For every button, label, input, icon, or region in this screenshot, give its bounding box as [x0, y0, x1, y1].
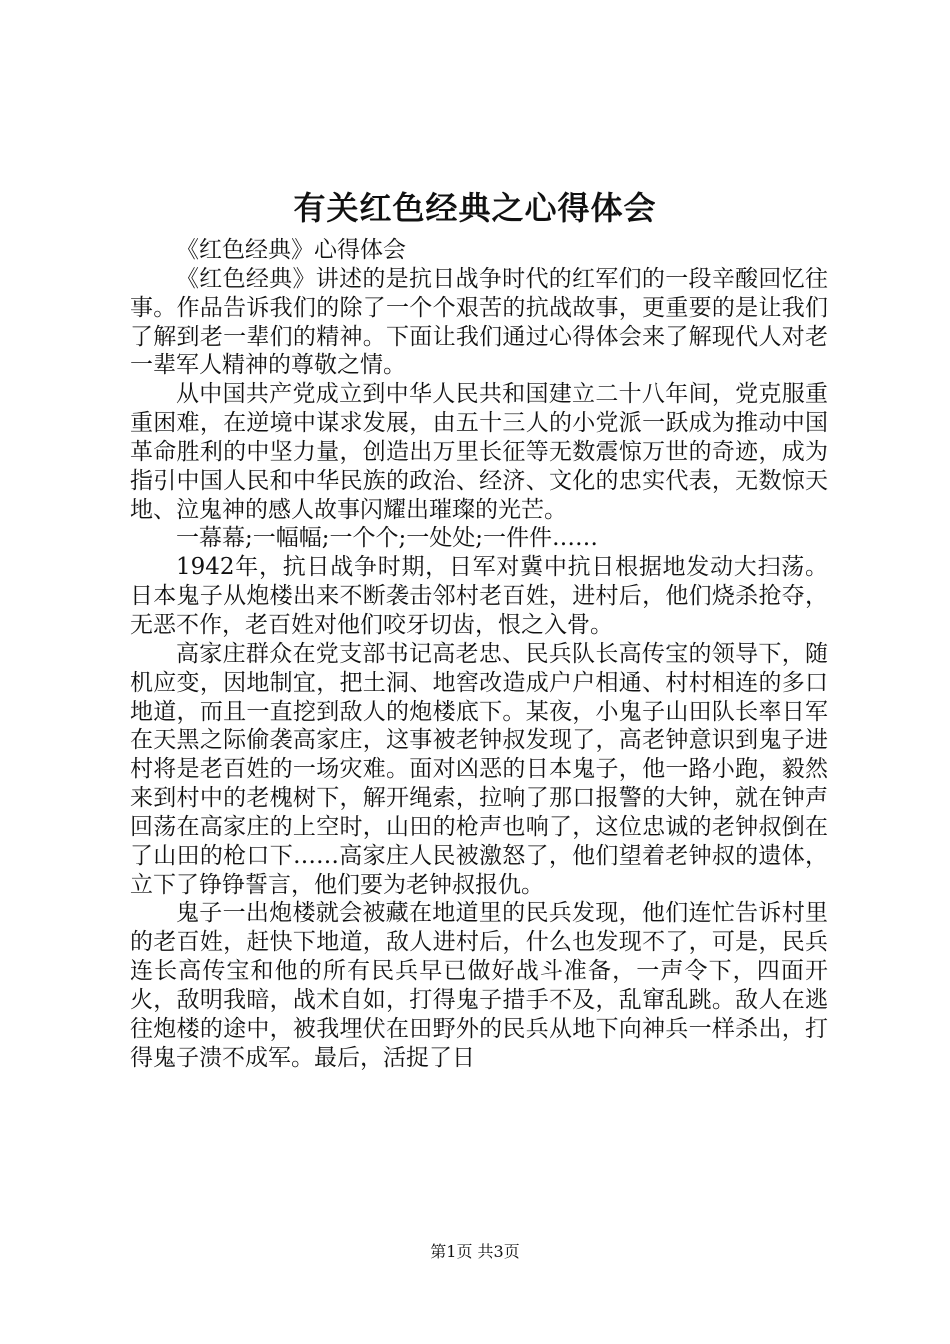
paragraph: 《红色经典》讲述的是抗日战争时代的红军们的一段辛酸回忆往事。作品告诉我们的除了一个个艰苦的抗战故事，更重要的是让我们了解到老一辈们的精神。下面让我们通过心得体会来了解现代人对老一辈军人精神的尊敬之情。 [130, 265, 828, 379]
paragraph: 一幕幕;一幅幅;一个个;一处处;一件件…… [176, 525, 598, 552]
paragraph: 高家庄群众在党支部书记高老忠、民兵队长高传宝的领导下，随机应变，因地制宜，把土洞、地窖改造成户户相通、村村相连的多口地道，而且一直挖到敌人的炮楼底下。某夜，小鬼子山田队长率日军在天黑之际偷袭高家庄，这事被老钟叔发现了，高老钟意识到鬼子进村将是老百姓的一场灾难。面对凶恶的日本鬼子，他一路小跑，毅然来到村中的老槐树下，解开绳索，拉响了那口报警的大钟，就在钟声回荡在高家庄的上空时，山田的枪声也响了，这位忠诚的老钟叔倒在了山田的枪口下……高家庄人民被激怒了，他们望着老钟叔的遗体，立下了铮铮誓言，他们要为老钟叔报仇。 [130, 640, 828, 898]
paragraph-subtitle: 《红色经典》心得体会 [176, 237, 406, 263]
paragraph: 1942年，抗日战争时期，日军对冀中抗日根据地发动大扫荡。日本鬼子从炮楼出来不断袭击邻村老百姓，进村后，他们烧杀抢夺，无恶不作，老百姓对他们咬牙切齿，恨之入骨。 [130, 554, 828, 638]
page-number-footer: 第1页 共3页 [430, 1242, 520, 1261]
paragraph: 鬼子一出炮楼就会被藏在地道里的民兵发现，他们连忙告诉村里的老百姓，赶快下地道，敌人进村后，什么也发现不了，可是，民兵连长高传宝和他的所有民兵早已做好战斗准备，一声令下，四面开火，敌明我暗，战术自如，打得鬼子措手不及，乱窜乱跳。敌人在逃往炮楼的途中，被我埋伏在田野外的民兵从地下向神兵一样杀出，打得鬼子溃不成军。最后，活捉了日 [130, 900, 828, 1071]
document-body [130, 236, 828, 1072]
paragraph: 从中国共产党成立到中华人民共和国建立二十八年间，党克服重重困难，在逆境中谋求发展，由五十三人的小党派一跃成为推动中国革命胜利的中坚力量，创造出万里长征等无数震惊万世的奇迹，成为指引中国人民和中华民族的政治、经济、文化的忠实代表，无数惊天地、泣鬼神的感人故事闪耀出璀璨的光芒。 [130, 381, 828, 523]
document-title: 有关红色经典之心得体会 [293, 189, 657, 227]
